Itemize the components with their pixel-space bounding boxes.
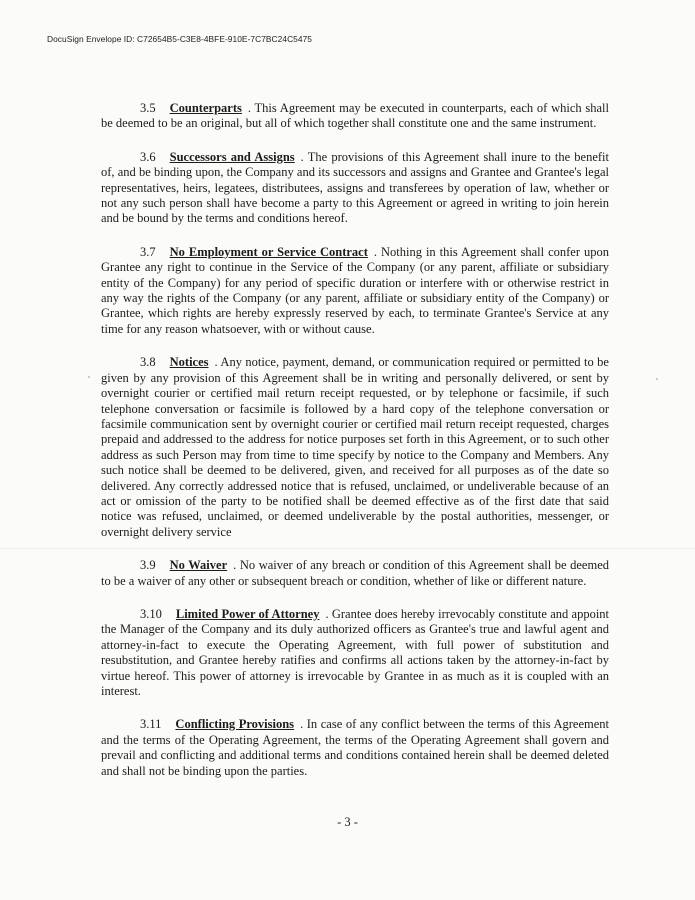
scan-speck <box>88 376 90 378</box>
section-number: 3.8 <box>140 355 156 370</box>
section-heading: Conflicting Provisions <box>175 717 295 732</box>
section-body: This Agreement may be executed in counterparts, each of which shall be deemed to be an original, but all of which together shall constitute one and the same instrument. <box>101 101 610 131</box>
section-heading: Successors and Assigns <box>169 149 295 164</box>
section-body: In case of any conflict between the terms of this Agreement and the terms of the Operating Agreement, the terms of the Operating Agreement shall govern and prevail and conflicting and additional terms and conditions contained herein shall be deemed deleted and shall not be binding upon the parties. <box>101 717 610 778</box>
section-heading: No Waiver <box>169 558 228 573</box>
section-number: 3.7 <box>140 244 156 259</box>
section-body: Any notice, payment, demand, or communication required or permitted to be given by any provision of this Agreement shall be in writing and personally delivered, or sent by overnight courier or certified mail return receipt requested, or by telephone or facsimile, if such telephone conversation or facsimile is followed by a hard copy of the telephone conversation or facsimile communication sent by overnight courier or certified mail return receipt requested, charges prepaid and addressed to the address for notice purposes set forth in this Agreement, or to such other address as such Person may from time to time specify by notice to the Company and Members. Any such notice shall be deemed to be delivered, given, and received for all purposes as of the date so delivered. Any correctly addressed notice that is refused, unclaimed, or undeliverable because of an act or omission of the party to be notified shall be deemed effective as of the first date that said notice was refused, unclaimed, or deemed undeliverable by the postal authorities, messenger, or overnight delivery service <box>101 355 609 539</box>
section-number: 3.9 <box>140 558 156 573</box>
section-number: 3.6 <box>140 149 156 164</box>
section-heading: Counterparts <box>169 101 242 115</box>
section-3-6: 3.6 Successors and Assigns . The provisions of this Agreement shall inure to the benefit of, and be binding upon, the Company and its successors and assigns and Grantee and Grantee's legal representatives, heirs, legatees, distributees, assigns and transferees by operation of law, whether or not any such person shall have become a party to this Agreement or agreed in writing to join herein and be bound by the terms and conditions hereof. <box>101 149 609 226</box>
section-heading: Notices <box>169 355 209 370</box>
section-3-10: 3.10 Limited Power of Attorney . Grantee does hereby irrevocably constitute and appoint the Manager of the Company and its duly authorized officers as Grantee's true and lawful agent and attorney-in-fact to execute the Operating Agreement, with full power of substitution and resubstitution, and Grantee hereby ratifies and confirms all actions taken by the attorney-in-fact by virtue hereof. This power of attorney is irrevocable by Grantee in as much as it is coupled with an interest. <box>101 606 610 698</box>
section-number: 3.5 <box>140 101 156 115</box>
section-number: 3.11 <box>140 717 162 732</box>
document-body <box>101 101 609 797</box>
section-3-9: 3.9 No Waiver . No waiver of any breach or condition of this Agreement shall be deemed to be a waiver of any other or subsequent breach or condition, whether of like or different nature. <box>101 558 609 588</box>
page-number: - 3 - <box>337 815 358 829</box>
section-heading: No Employment or Service Contract <box>169 244 368 259</box>
section-3-8: 3.8 Notices . Any notice, payment, demand, or communication required or permitted to be given by any provision of this Agreement shall be in writing and personally delivered, or sent by overnight courier or certified mail return receipt requested, or by telephone or facsimile, if such telephone conversation or facsimile is followed by a hard copy of the telephone conversation or facsimile communication sent by overnight courier or certified mail return receipt requested, charges prepaid and addressed to the address for notice purposes set forth in this Agreement, or to such other address as such Person may from time to time specify by notice to the Company and Members. Any such notice shall be deemed to be delivered, given, and received for all purposes as of the date so delivered. Any correctly addressed notice that is refused, unclaimed, or undeliverable because of an act or omission of the party to be notified shall be deemed effective as of the first date that said notice was refused, unclaimed, or deemed undeliverable by the postal authorities, messenger, or overnight delivery service <box>101 355 609 539</box>
section-3-5: 3.5 Counterparts . This Agreement may be executed in counterparts, each of which shall be deemed to be an original, but all of which together shall constitute one and the same instrument. <box>101 101 610 131</box>
section-body: Grantee does hereby irrevocably constitute and appoint the Manager of the Company and its duly authorized officers as Grantee's true and lawful agent and attorney-in-fact to execute the Operating Agreement, with full power of substitution and resubstitution, and Grantee hereby ratifies and confirms all actions taken by the attorney-in-fact by virtue hereof. This power of attorney is irrevocable by Grantee in as much as it is coupled with an interest. <box>101 606 610 698</box>
section-number: 3.10 <box>140 606 162 621</box>
section-body: Nothing in this Agreement shall confer upon Grantee any right to continue in the Service of the Company (or any parent, affiliate or subsidiary entity of the Company) for any period of specific duration or interfere with or otherwise restrict in any way the rights of the Company (or any parent, affiliate or subsidiary entity of the Company) or Grantee, which rights are hereby expressly reserved by each, to terminate Grantee's Service at any time for any reason whatsoever, with or without cause. <box>101 244 609 336</box>
section-3-7: 3.7 No Employment or Service Contract . Nothing in this Agreement shall confer upon Grantee any right to continue in the Service of the Company (or any parent, affiliate or subsidiary entity of the Company) for any period of specific duration or interfere with or otherwise restrict in any way the rights of the Company (or any parent, affiliate or subsidiary entity of the Company) or Grantee, which rights are hereby expressly reserved by each, to terminate Grantee's Service at any time for any reason whatsoever, with or without cause. <box>101 244 609 336</box>
section-heading: Limited Power of Attorney <box>175 606 320 621</box>
scan-speck <box>656 378 658 380</box>
section-3-11: 3.11 Conflicting Provisions . In case of any conflict between the terms of this Agreement and the terms of the Operating Agreement, the terms of the Operating Agreement shall govern and prevail and conflicting and additional terms and conditions contained herein shall be deemed deleted and shall not be binding upon the parties. <box>101 717 610 778</box>
section-body: The provisions of this Agreement shall inure to the benefit of, and be binding upon, the Company and its successors and assigns and Grantee and Grantee's legal representatives, heirs, legatees, distributees, assigns and transferees by operation of law, whether or not any such person shall have become a party to this Agreement or agreed in writing to join herein and be bound by the terms and conditions hereof. <box>101 149 609 226</box>
docusign-envelope-id: DocuSign Envelope ID: C72654B5-C3E8-4BFE-910E-7C7BC24C5475 <box>47 34 313 44</box>
section-body: No waiver of any breach or condition of this Agreement shall be deemed to be a waiver of any other or subsequent breach or condition, whether of like or different nature. <box>101 558 609 588</box>
